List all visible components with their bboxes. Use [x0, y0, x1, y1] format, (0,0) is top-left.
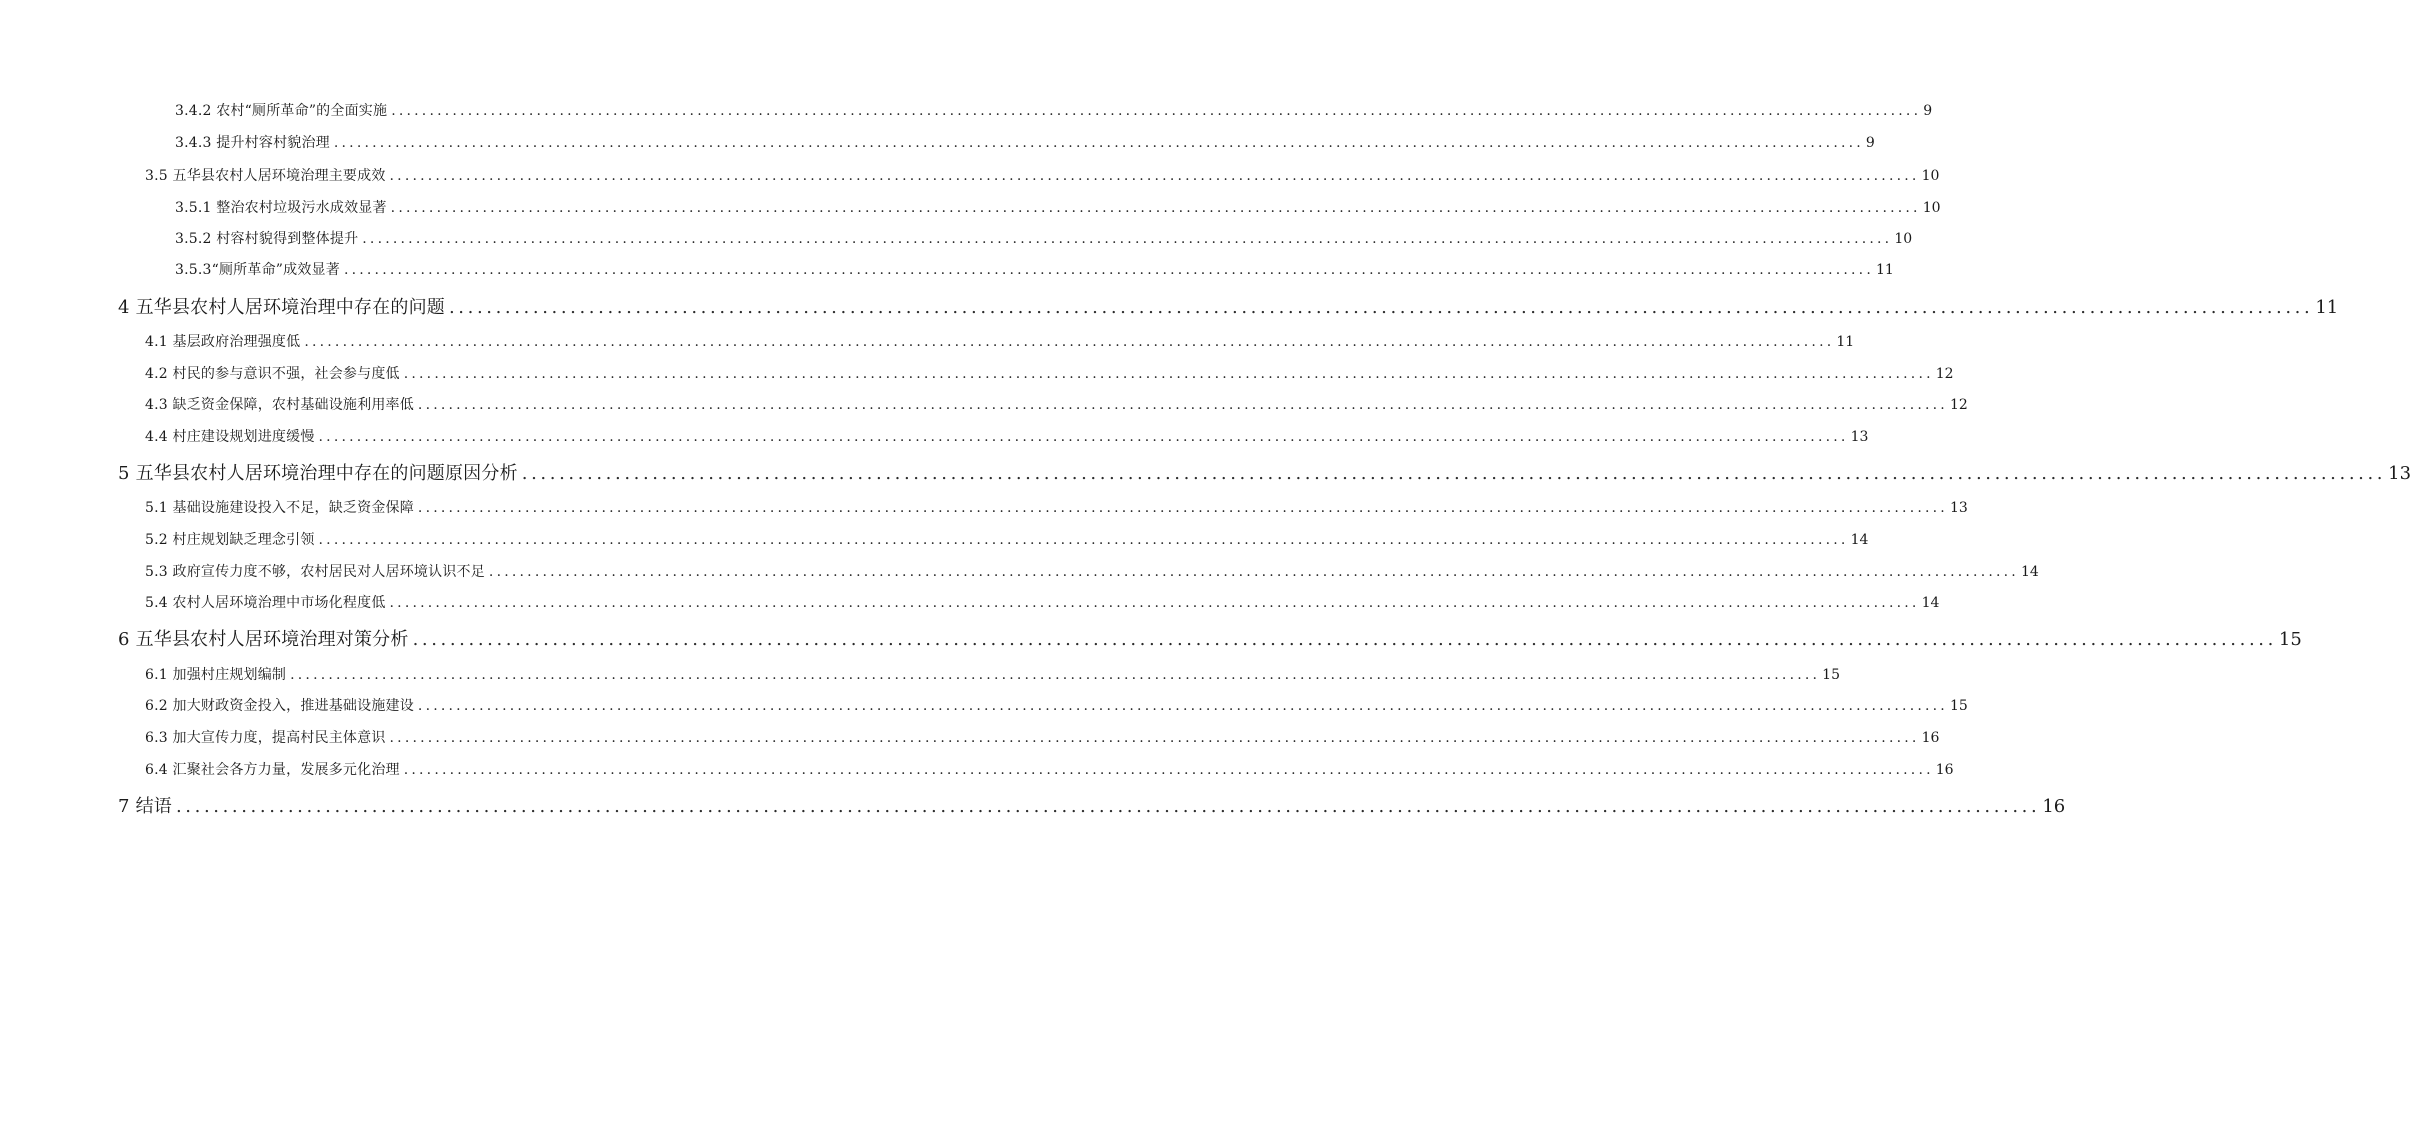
toc-entry[interactable] [145, 529, 1869, 549]
toc-entry[interactable] [175, 228, 1913, 248]
toc-leader-dots: ........................................................................................................................................................................................................ [175, 796, 2041, 817]
toc-entry[interactable] [145, 394, 1968, 414]
toc-leader-dots: ........................................................................................................................................................................................................ [448, 297, 2314, 318]
toc-entry-label: 3.5.3“厕所革命”成效显著 [175, 262, 340, 278]
toc-chapter-entry[interactable] [118, 459, 2411, 485]
toc-entry[interactable] [145, 331, 1855, 351]
toc-leader-dots: ........................................................................................................................................................................................................ [403, 762, 1934, 778]
toc-leader-dots: ........................................................................................................................................................................................................ [290, 667, 1821, 683]
toc-entry-label: 3.5.2 村容村貌得到整体提升 [175, 231, 359, 247]
toc-page-number: 11 [1875, 262, 1894, 278]
toc-leader-dots: ........................................................................................................................................................................................................ [389, 730, 1920, 746]
toc-entry-label: 6 五华县农村人居环境治理对策分析 [118, 629, 409, 650]
toc-entry-label: 6.2 加大财政资金投入，推进基础设施建设 [145, 698, 414, 714]
toc-page-number: 9 [1923, 103, 1933, 119]
toc-entry-label: 4.4 村庄建设规划进度缓慢 [145, 429, 315, 445]
toc-page-number: 14 [1921, 595, 1940, 611]
toc-entry[interactable] [175, 100, 1933, 120]
toc-entry-label: 4.1 基层政府治理强度低 [145, 334, 301, 350]
toc-chapter-entry[interactable] [118, 293, 2339, 319]
toc-entry-label: 5 五华县农村人居环境治理中存在的问题原因分析 [118, 463, 518, 484]
toc-entry-label: 3.5 五华县农村人居环境治理主要成效 [145, 168, 386, 184]
toc-page-number: 14 [1850, 532, 1869, 548]
toc-leader-dots: ........................................................................................................................................................................................................ [318, 532, 1849, 548]
toc-leader-dots: ........................................................................................................................................................................................................ [417, 500, 1948, 516]
toc-page-number: 15 [2278, 629, 2302, 650]
toc-entry-label: 6.3 加大宣传力度，提高村民主体意识 [145, 730, 386, 746]
toc-leader-dots: ........................................................................................................................................................................................................ [304, 334, 1835, 350]
toc-entry[interactable] [175, 259, 1894, 279]
toc-page-number: 13 [1850, 429, 1869, 445]
toc-leader-dots: ........................................................................................................................................................................................................ [389, 595, 1920, 611]
toc-page-number: 13 [1949, 500, 1968, 516]
toc-page-number: 15 [1822, 667, 1840, 683]
toc-entry-label: 6.1 加强村庄规划编制 [145, 667, 287, 683]
toc-page-number: 16 [2042, 796, 2066, 817]
toc-entry-label: 3.5.1 整治农村垃圾污水成效显著 [175, 200, 387, 216]
toc-entry[interactable] [145, 561, 2039, 581]
toc-entry-label: 4.3 缺乏资金保障，农村基础设施利用率低 [145, 397, 414, 413]
toc-chapter-entry[interactable] [118, 625, 2302, 651]
toc-page-number: 14 [2020, 564, 2039, 580]
toc-entry[interactable] [145, 363, 1954, 383]
toc-leader-dots: ........................................................................................................................................................................................................ [403, 366, 1934, 382]
toc-leader-dots: ........................................................................................................................................................................................................ [488, 564, 2019, 580]
toc-entry[interactable] [145, 695, 1968, 715]
toc-page-number: 12 [1949, 397, 1968, 413]
toc-entry[interactable] [175, 132, 1875, 152]
toc-entry-label: 6.4 汇聚社会各方力量，发展多元化治理 [145, 762, 400, 778]
toc-page-number: 10 [1922, 200, 1941, 216]
toc-entry[interactable] [175, 197, 1941, 217]
toc-leader-dots: ........................................................................................................................................................................................................ [333, 135, 1864, 151]
toc-entry[interactable] [145, 426, 1869, 446]
toc-page-number: 15 [1949, 698, 1968, 714]
toc-entry-label: 3.4.3 提升村容村貌治理 [175, 135, 330, 151]
toc-page-number: 16 [1921, 730, 1940, 746]
toc-page-number: 9 [1865, 135, 1875, 151]
toc-leader-dots: ........................................................................................................................................................................................................ [318, 429, 1849, 445]
toc-leader-dots: ........................................................................................................................................................................................................ [389, 168, 1920, 184]
toc-leader-dots: ........................................................................................................................................................................................................ [417, 698, 1948, 714]
toc-entry[interactable] [145, 664, 1840, 684]
toc-leader-dots: ........................................................................................................................................................................................................ [412, 629, 2277, 650]
toc-entry-label: 5.3 政府宣传力度不够，农村居民对人居环境认识不足 [145, 564, 485, 580]
toc-entry-label: 5.1 基础设施建设投入不足，缺乏资金保障 [145, 500, 414, 516]
toc-entry[interactable] [145, 592, 1940, 612]
toc-leader-dots: ........................................................................................................................................................................................................ [417, 397, 1948, 413]
toc-chapter-entry[interactable] [118, 792, 2066, 818]
toc-page-number: 13 [2388, 463, 2411, 484]
toc-page-number: 11 [1836, 334, 1855, 350]
toc-page-number: 10 [1894, 231, 1913, 247]
toc-leader-dots: ........................................................................................................................................................................................................ [362, 231, 1893, 247]
toc-page-number: 10 [1921, 168, 1940, 184]
toc-entry[interactable] [145, 165, 1940, 185]
toc-page-number: 16 [1935, 762, 1954, 778]
toc-entry-label: 5.2 村庄规划缺乏理念引领 [145, 532, 315, 548]
toc-entry-label: 4.2 村民的参与意识不强，社会参与度低 [145, 366, 400, 382]
toc-page-number: 11 [2315, 297, 2339, 318]
toc-page-number: 12 [1935, 366, 1954, 382]
toc-entry[interactable] [145, 727, 1940, 747]
toc-leader-dots: ........................................................................................................................................................................................................ [391, 103, 1922, 119]
toc-leader-dots: ........................................................................................................................................................................................................ [343, 262, 1874, 278]
toc-entry[interactable] [145, 759, 1954, 779]
toc-entry-label: 5.4 农村人居环境治理中市场化程度低 [145, 595, 386, 611]
toc-entry-label: 4 五华县农村人居环境治理中存在的问题 [118, 297, 445, 318]
toc-leader-dots: ........................................................................................................................................................................................................ [521, 463, 2387, 484]
toc-entry-label: 3.4.2 农村“厕所革命”的全面实施 [175, 103, 388, 119]
toc-entry[interactable] [145, 497, 1968, 517]
toc-entry-label: 7 结语 [118, 796, 172, 817]
toc-leader-dots: ........................................................................................................................................................................................................ [390, 200, 1921, 216]
